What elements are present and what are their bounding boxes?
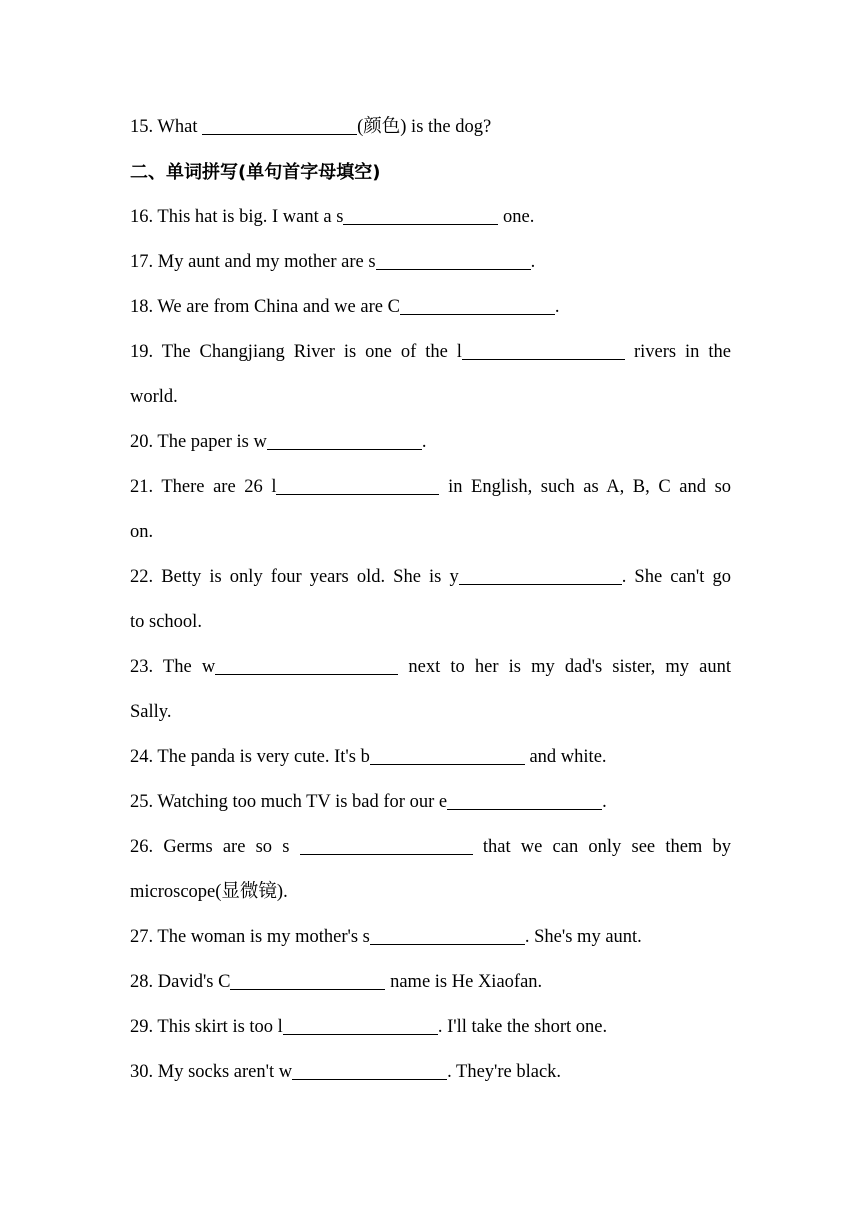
question-25	[130, 780, 731, 825]
question-29	[130, 1005, 731, 1050]
question-text: . She's my aunt.	[524, 927, 642, 947]
answer-blank[interactable]	[447, 791, 602, 811]
question-text: 23. The w	[130, 657, 216, 677]
question-19-continued: world.	[130, 387, 178, 407]
question-22-continued: to school.	[130, 612, 202, 632]
section-heading: 二、单词拼写(单句首字母填空)	[130, 162, 381, 183]
answer-blank[interactable]	[400, 296, 555, 316]
question-text: 24. The panda is very cute. It's b	[130, 747, 370, 767]
question-text: one.	[498, 207, 535, 227]
question-18	[130, 285, 731, 330]
answer-blank[interactable]	[370, 746, 525, 766]
question-20	[130, 420, 731, 465]
answer-blank[interactable]	[300, 836, 473, 856]
question-text: .	[602, 792, 607, 812]
question-text: .	[530, 252, 536, 272]
answer-blank[interactable]	[215, 656, 398, 676]
question-text: .	[554, 297, 560, 317]
question-text: 19. The Changjiang River is one of the l	[130, 342, 462, 362]
question-30	[130, 1050, 731, 1095]
question-text: 29. This skirt is too l	[130, 1017, 283, 1037]
answer-blank[interactable]	[292, 1061, 447, 1081]
question-16	[130, 195, 731, 240]
question-21	[130, 465, 731, 510]
question-text: 22. Betty is only four years old. She is y	[130, 567, 459, 587]
question-text: (颜色) is the dog?	[357, 117, 492, 137]
question-text: 15. What	[130, 117, 203, 137]
question-text: 21. There are 26 l	[130, 477, 277, 497]
question-text: . She can't go	[621, 567, 731, 587]
question-27	[130, 915, 731, 960]
question-22	[130, 555, 731, 600]
answer-blank[interactable]	[202, 116, 357, 136]
question-19	[130, 330, 731, 375]
question-text: 16. This hat is big. I want a s	[130, 207, 344, 227]
question-24	[130, 735, 731, 780]
question-text: . They're black.	[447, 1062, 562, 1082]
question-23-continued: Sally.	[130, 702, 172, 722]
question-text: next to her is my dad's sister, my aunt	[408, 657, 732, 677]
question-23	[130, 645, 731, 690]
question-text: that we can only see them by	[482, 837, 732, 857]
answer-blank[interactable]	[230, 971, 385, 991]
question-text: 20. The paper is w	[130, 432, 267, 452]
question-text: 28. David's C	[130, 972, 231, 992]
answer-blank[interactable]	[343, 206, 498, 226]
question-text: name is He Xiaofan.	[385, 972, 543, 992]
answer-blank[interactable]	[267, 431, 422, 451]
answer-blank[interactable]	[459, 566, 622, 586]
question-26	[130, 825, 731, 870]
question-text: in English, such as A, B, C and so	[448, 477, 732, 497]
question-text: 17. My aunt and my mother are s	[130, 252, 376, 272]
answer-blank[interactable]	[462, 341, 625, 361]
question-text: 30. My socks aren't w	[130, 1062, 293, 1082]
question-text: 27. The woman is my mother's s	[130, 927, 370, 947]
question-28	[130, 960, 731, 1005]
question-text: and white.	[524, 747, 607, 767]
answer-blank[interactable]	[283, 1016, 438, 1036]
question-text: .	[421, 432, 427, 452]
answer-blank[interactable]	[376, 251, 531, 271]
question-text: 25. Watching too much TV is bad for our e	[130, 792, 448, 812]
question-text: 26. Germs are so s	[130, 837, 290, 857]
question-26-continued: microscope(显微镜).	[130, 882, 288, 902]
answer-blank[interactable]	[370, 926, 525, 946]
worksheet	[130, 105, 731, 1095]
answer-blank[interactable]	[276, 476, 439, 496]
question-text: rivers in the	[633, 342, 731, 362]
question-17	[130, 240, 731, 285]
question-text: . I'll take the short one.	[437, 1017, 608, 1037]
question-text: 18. We are from China and we are C	[130, 297, 400, 317]
question-15	[130, 105, 731, 150]
question-21-continued: on.	[130, 522, 154, 542]
